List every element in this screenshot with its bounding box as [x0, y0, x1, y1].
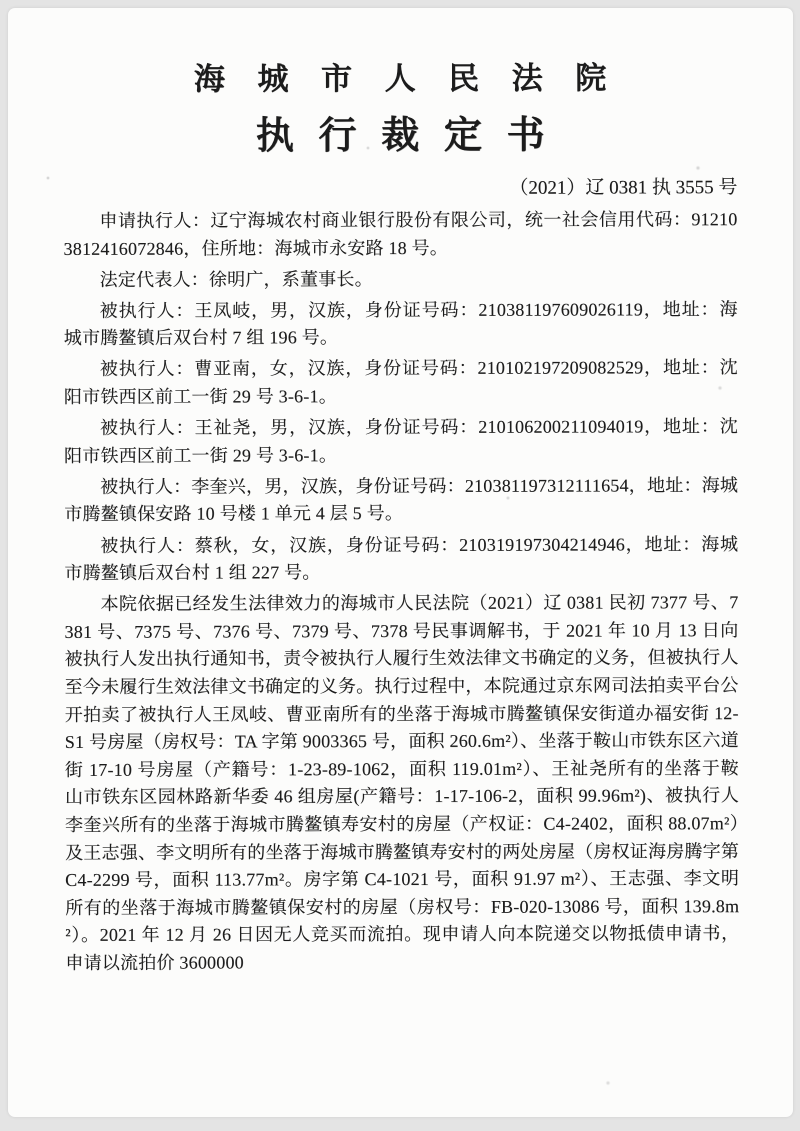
- paragraph-applicant: 申请执行人：辽宁海城农村商业银行股份有限公司，统一社会信用代码：912103812416072846，住所地：海城市永安路 18 号。: [63, 209, 738, 259]
- paragraph-legal-representative: 法定代表人：徐明广，系董事长。: [99, 268, 373, 290]
- document-page: [8, 8, 793, 1117]
- paragraph-ruling-body: 本院依据已经发生法律效力的海城市人民法院（2021）辽 0381 民初 7377 号、7381 号、7375 号、7376 号、7379 号、7378 号民事调解书，于 2021 年 10 月 13 日向被执行人发出执行通知书，责令被执行人履行生效法律文书确定的义务，但被执行人至今未履行生效法律文书确定的义务。执行过程中，本院通过京东网司法拍卖平台公开拍卖了被执行人王凤岐、曹亚南所有的坐落于海城市腾鳌镇保安街道办福安街 12-S1 号房屋（房权号：TA 字第 9003365 号，面积 260.6m²）、坐落于鞍山市铁东区六道街 17-10 号房屋（产籍号：1-23-89-1062，面积 119.01m²）、王祉尧所有的坐落于鞍山市铁东区园林路新华委 46 组房屋(产籍号：1-17-106-2，面积 99.96m²)、被执行人李奎兴所有的坐落于海城市腾鳌镇寿安村的房屋（产权证：C4-2402，面积 88.07m²）及王志强、李文明所有的坐落于海城市腾鳌镇寿安村的两处房屋（房权证海房腾字第 C4-2299 号，面积 113.77m²。房字第 C4-1021 号，面积 91.97 m²）、王志强、李文明所有的坐落于海城市腾鳌镇保安村的房屋（房权号：FB-020-13086 号，面积 139.8m²）。2021 年 12 月 26 日因无人竞买而流拍。现申请人向本院递交以物抵债申请书，申请以流拍价 3600000: [64, 592, 740, 973]
- paragraph-respondent-4: 被执行人：李奎兴，男，汉族，身份证号码：210381197312111654，地址：海城市腾鳌镇保安路 10 号楼 1 单元 4 层 5 号。: [64, 474, 739, 525]
- paragraph-respondent-2: 被执行人：曹亚南，女，汉族，身份证号码：210102197209082529，地址：沈阳市铁西区前工一街 29 号 3-6-1。: [63, 357, 738, 407]
- paragraph-respondent-1: 被执行人：王凤岐，男，汉族，身份证号码：210381197609026119，地址：海城市腾鳌镇后双台村 7 组 196 号。: [63, 298, 738, 349]
- paragraph-respondent-5: 被执行人：蔡秋，女，汉族，身份证号码：210319197304214946，地址：海城市腾鳌镇后双台村 1 组 227 号。: [64, 533, 739, 584]
- document-title: 执 行 裁 定 书: [255, 114, 553, 158]
- document-content: [63, 59, 739, 977]
- paragraph-respondent-3: 被执行人：王祉尧，男，汉族，身份证号码：210106200211094019，地址：沈阳市铁西区前工一街 29 号 3-6-1。: [64, 416, 738, 466]
- document-body: [63, 206, 739, 977]
- court-name: 海 城 市 人 民 法 院: [193, 60, 619, 97]
- case-number: （2021）辽 0381 执 3555 号: [509, 177, 738, 199]
